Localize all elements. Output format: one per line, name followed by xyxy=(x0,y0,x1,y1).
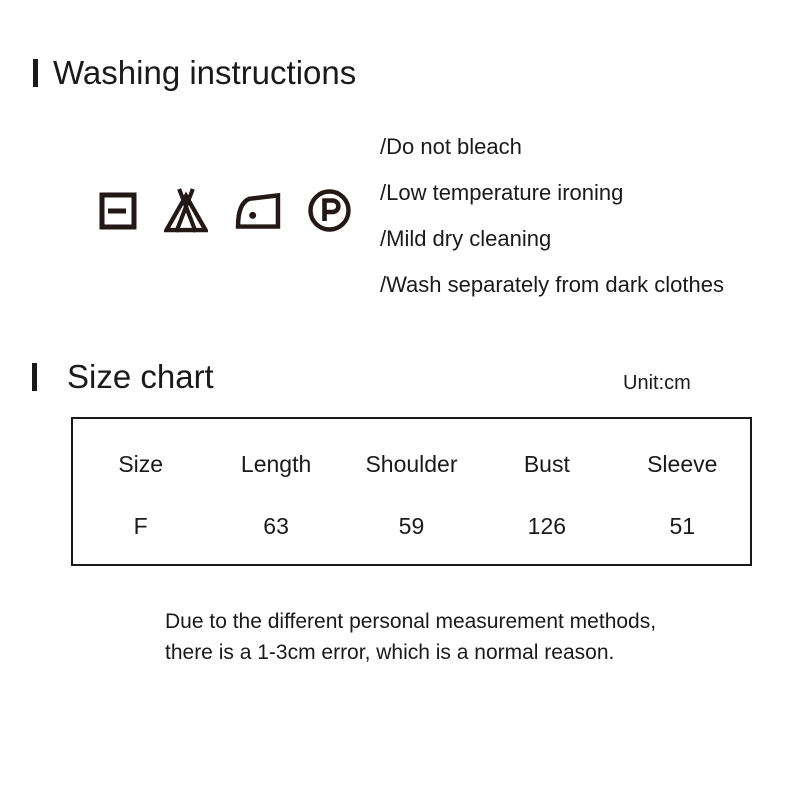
washing-instruction-item: /Low temperature ironing xyxy=(380,180,624,205)
size-table-header-row xyxy=(73,433,750,495)
size-table xyxy=(71,417,752,566)
size-table-cell: 63 xyxy=(263,512,289,539)
size-table-cell: F xyxy=(133,512,148,539)
size-table-cell: 126 xyxy=(527,512,567,539)
measurement-note-line: Due to the different personal measurement methods, xyxy=(165,610,657,633)
size-table-cell: 59 xyxy=(398,512,425,539)
size-table-data-row xyxy=(73,495,750,557)
washing-instruction-item: /Mild dry cleaning xyxy=(380,226,552,251)
size-table-header-cell: Length xyxy=(240,450,312,477)
size-table-header-cell: Bust xyxy=(523,450,570,477)
size-table-cell: 51 xyxy=(669,512,696,539)
washing-instruction-item: /Do not bleach xyxy=(380,134,522,159)
washing-instruction-item: /Wash separately from dark clothes xyxy=(380,272,724,297)
dry-flat-icon xyxy=(99,192,137,230)
title-accent-bar xyxy=(33,59,38,87)
size-table-header-cell: Shoulder xyxy=(365,450,458,477)
low-temp-iron-icon xyxy=(235,192,281,229)
washing-section-title xyxy=(33,54,356,91)
washing-title-text: Washing instructions xyxy=(53,54,357,91)
title-accent-bar xyxy=(32,363,37,391)
washing-instructions-list xyxy=(380,124,724,308)
dry-clean-p-icon xyxy=(308,189,351,232)
care-icons-row xyxy=(99,188,351,233)
do-not-bleach-icon xyxy=(164,188,208,233)
size-chart-section-title xyxy=(32,358,214,395)
measurement-note xyxy=(165,606,656,668)
measurement-note-line: there is a 1-3cm error, which is a normal reason. xyxy=(165,641,615,664)
unit-label: Unit:cm xyxy=(623,372,691,394)
size-table-header-cell: Sleeve xyxy=(647,450,718,477)
size-table-header-cell: Size xyxy=(118,450,164,477)
size-chart-title-text: Size chart xyxy=(67,358,214,395)
